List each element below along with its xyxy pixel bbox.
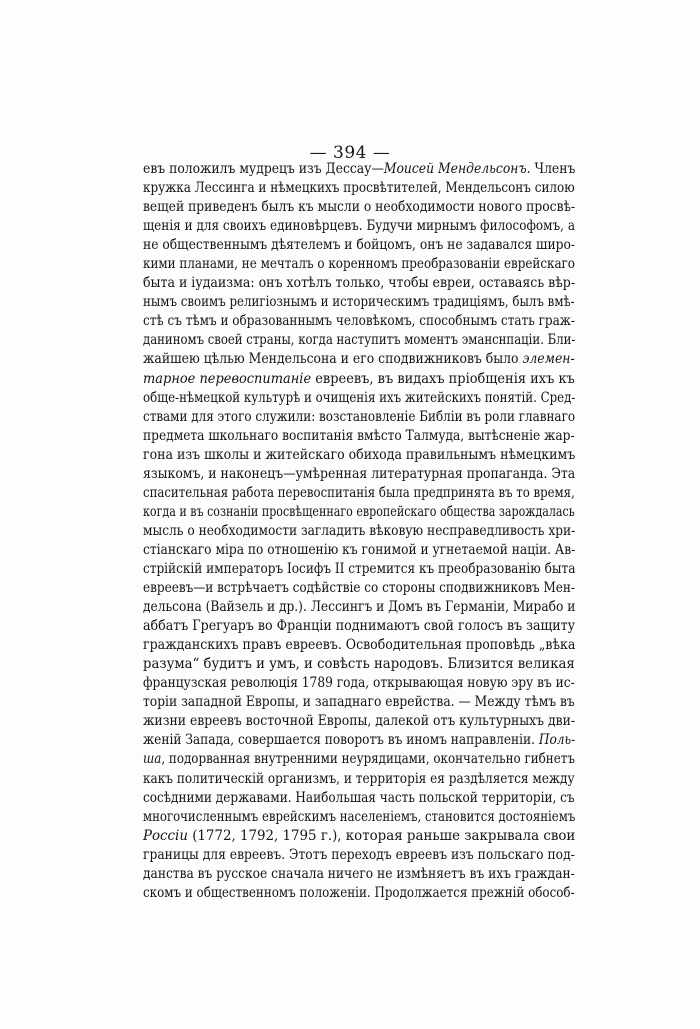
text-line [143, 408, 576, 427]
text-line [143, 884, 575, 903]
text-line-roman: данства въ русское сначала ничего не измѣняетъ въ ихъ граждан- [143, 865, 575, 882]
text-line [143, 236, 576, 255]
text-line-italic: Поль- [538, 732, 576, 749]
text-line-roman: вещей приведенъ былъ къ мысли о необходимости нового просвѣ- [143, 199, 576, 216]
text-line [143, 750, 575, 769]
text-line-roman-tail: , подорванная внутренними неурядицами, окончательно гибнетъ [161, 751, 575, 768]
text-line [143, 389, 576, 408]
text-line [143, 770, 575, 789]
text-line-roman: щенія и для своихъ единовѣрцевъ. Будучи мирнымъ философомъ, а [143, 218, 575, 235]
text-line-roman: евъ положилъ мудрецъ изъ Дессау— [143, 161, 384, 177]
text-line [143, 655, 575, 674]
text-line-roman: нымъ своимъ религіознымъ и историческимъ традиціямъ, былъ вмѣ- [143, 294, 575, 311]
text-line [143, 846, 575, 865]
text-line-roman: женій Запада, совершается поворотъ въ иномъ направленіи. [143, 732, 539, 749]
text-line-roman: стіанскаго міра по отношенію къ гонимой и угнетаемой націи. Ав- [143, 541, 576, 558]
text-line-roman: даниномъ своей страны, когда наступитъ моментъ эманснпаціи. Бли- [143, 332, 576, 349]
text-line [143, 693, 575, 712]
text-line [143, 312, 575, 331]
text-line-roman: торіи западной Европы, и западнаго еврейства. — Между тѣмъ въ [143, 694, 575, 711]
text-line-roman: евреевъ—и встрѣчаетъ содѣйствіе со стороны сподвижниковъ Мен- [143, 580, 575, 597]
text-line [143, 560, 576, 579]
text-line-roman: скомъ и общественномъ положеніи. Продолжается прежній обособ- [143, 884, 575, 901]
text-line-italic: Моисей Мендельсонъ [383, 161, 527, 177]
text-line [143, 598, 576, 617]
text-line [143, 617, 576, 636]
text-line-roman: границы для евреевъ. Этотъ переходъ евреевъ изъ польскаго под- [143, 846, 575, 863]
text-line [143, 522, 576, 541]
text-line-roman: кружка Лессинга и нѣмецкихъ просвѣтителей, Мендельсонъ силою [143, 180, 575, 197]
text-line [143, 827, 576, 846]
text-line-roman: языкомъ, и наконецъ—умѣренная литературная пропаганда. Эта [143, 465, 576, 482]
text-line-roman: многочисленнымъ еврейскимъ населеніемъ, становится достояніемъ [143, 808, 576, 825]
text-line-italic: ша [143, 751, 162, 768]
text-line [143, 731, 576, 750]
text-line-roman: ствами для этого служили: возстановленіе Библіи въ роли главнаго [143, 408, 576, 425]
page-number: — 394 — [309, 143, 391, 163]
text-line-roman: дельсона (Вайзель и др.). Лессингъ и Домъ въ Германіи, Мирабо и [143, 599, 576, 616]
text-line [143, 712, 576, 731]
text-line-roman: французская революція 1789 года, открывающая новую эру въ ис- [143, 675, 575, 692]
text-line-italic: Россіи [143, 827, 188, 844]
text-line-roman: обще-нѣмецкой культурѣ и очищенія ихъ житейскихъ понятій. Сред- [143, 389, 576, 406]
text-line [143, 465, 576, 484]
text-line-roman: мысль о необходимости загладить вѣковую несправедливость хри- [143, 522, 576, 539]
text-line [143, 789, 575, 808]
text-line [143, 427, 575, 446]
text-line-roman: стѣ съ тѣмъ и образованнымъ человѣкомъ, способнымъ стать граж- [143, 313, 575, 330]
text-line [143, 636, 576, 655]
text-line [143, 370, 575, 389]
text-line-roman: когда и въ сознаніи просвѣщеннаго европейскаго общества зарождалась [143, 503, 575, 520]
text-line-roman: какъ политическій организмъ, и территорія ея раздѣляется между [143, 770, 575, 787]
text-line-italic: элемен- [522, 351, 575, 368]
text-line [143, 541, 576, 560]
text-line-roman: стрійскій императоръ Іосифъ II стремится къ преобразованію быта [143, 560, 576, 577]
text-line-roman-tail: евреевъ, въ видахъ пріобщенія ихъ къ [311, 370, 575, 387]
text-line-roman-tail: (1772, 1792, 1795 г.), которая раньше закрывала свои [187, 827, 576, 844]
text-line [143, 503, 575, 522]
body-text [143, 160, 575, 903]
text-line [143, 160, 576, 179]
text-line-roman: жизни евреевъ восточной Европы, далекой отъ культурныхъ дви- [143, 713, 576, 730]
text-line [143, 808, 576, 827]
text-line [143, 350, 575, 369]
text-line [143, 293, 575, 312]
text-line [143, 255, 575, 274]
text-line-roman: разума“ будитъ и умъ, и совѣсть народовъ. Близится великая [143, 656, 575, 673]
text-line [143, 217, 575, 236]
text-line-roman: гона изъ школы и житейскаго обихода правильнымъ нѣмецкимъ [143, 446, 576, 463]
text-line [143, 331, 576, 350]
text-line [143, 198, 576, 217]
text-line-roman-tail: . Членъ [526, 161, 576, 177]
text-line-italic: тарное перевоспитаніе [143, 370, 312, 387]
text-line [143, 579, 575, 598]
text-line [143, 484, 575, 503]
text-line [143, 865, 575, 884]
text-line-roman: предмета школьнаго воспитанія вмѣсто Талмуда, вытѣсненіе жар- [143, 427, 575, 444]
text-line [143, 179, 575, 198]
text-line-roman: быта и іудаизма: онъ хотѣлъ только, чтобы евреи, оставаясь вѣр- [143, 275, 576, 292]
text-line-roman: жайшею цѣлью Мендельсона и его сподвижниковъ было [143, 351, 523, 368]
text-line-roman: не общественнымъ дѣятелемъ и бойцомъ, онъ не задавался широ- [143, 237, 576, 254]
text-line [143, 674, 575, 693]
text-line-roman: гражданскихъ правъ евреевъ. Освободительная проповѣдь „вѣка [143, 637, 576, 654]
text-line-roman: кими планами, не мечталъ о коренномъ преобразованіи еврейскаго [143, 256, 575, 273]
text-line-roman: спасительная работа перевоспитанія была предпринята въ то время, [143, 484, 575, 501]
text-line [143, 446, 576, 465]
text-line-roman: сосѣдними державами. Наибольшая часть польской территоріи, съ [143, 789, 575, 806]
text-line-roman: аббатъ Грегуаръ во Франціи поднимаютъ свой голосъ въ защиту [143, 618, 576, 635]
text-line [143, 274, 576, 293]
